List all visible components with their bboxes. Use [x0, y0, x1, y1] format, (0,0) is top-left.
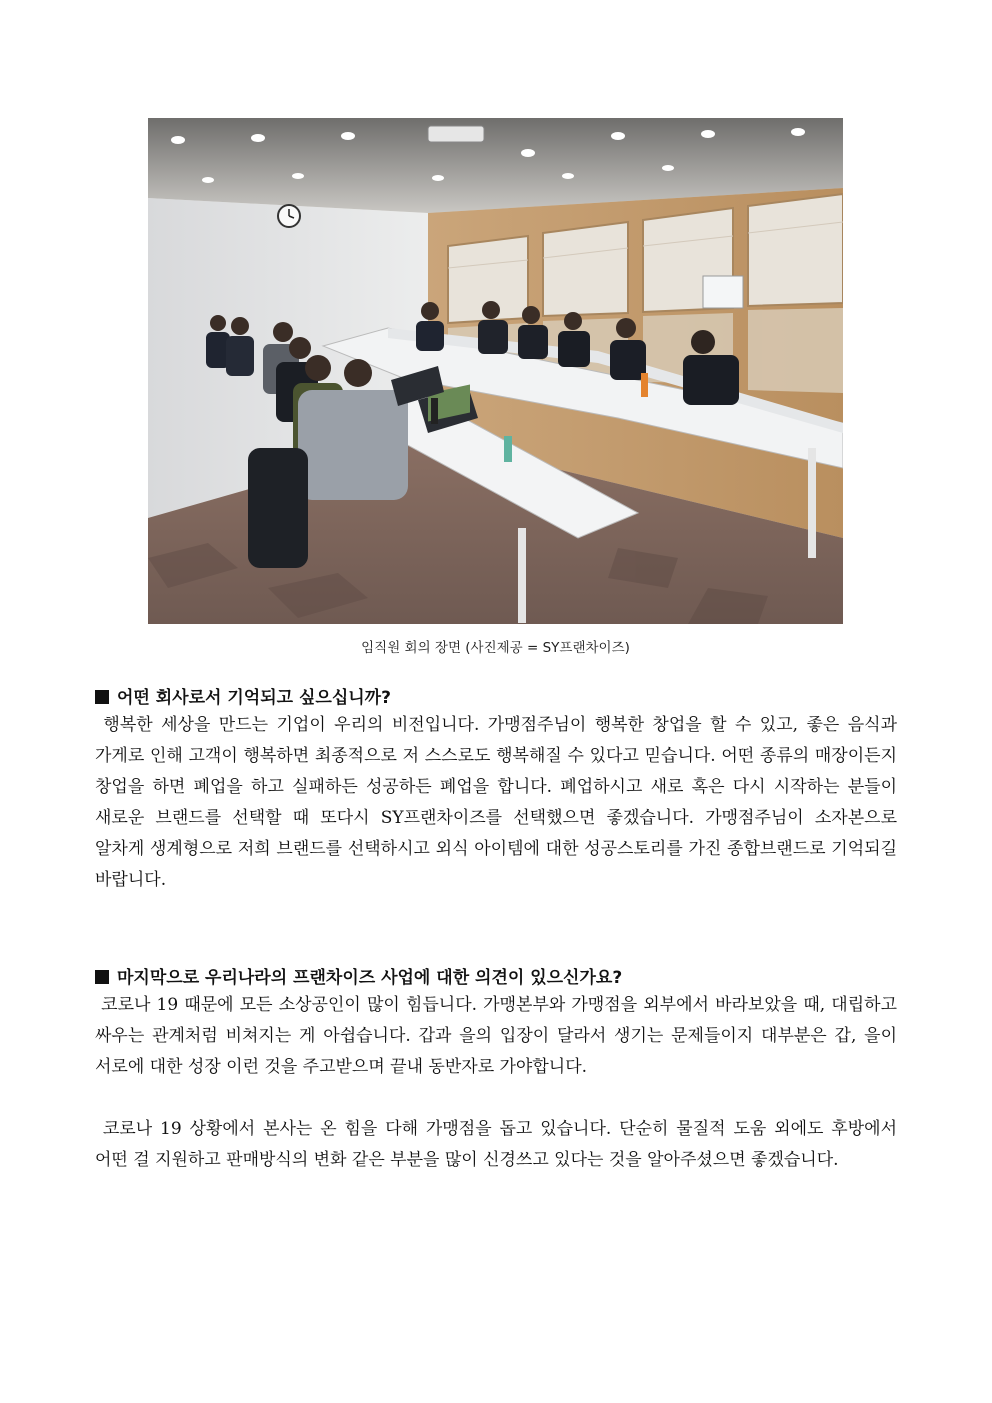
section-heading-text: 어떤 회사로서 기억되고 싶으십니까? [117, 688, 391, 708]
section-paragraph: 코로나 19 때문에 모든 소상공인이 많이 힘듭니다. 가맹본부와 가맹점을 외부에서 바라보았을 때, 대립하고 싸우는 관계처럼 비쳐지는 게 아쉽습니다. 갑과 을의 입장이 달라서 생기는 문제들이지 대부분은 갑, 을이 서로에 대한 성장 이런 것을 주고받으며 끝내 동반자로 가야합니다. [95, 995, 897, 1077]
section-heading-text: 마지막으로 우리나라의 프랜차이즈 사업에 대한 의견이 있으신가요? [117, 968, 623, 988]
section-heading [95, 966, 897, 990]
square-bullet-icon [95, 970, 109, 984]
square-bullet-icon [95, 690, 109, 704]
section-paragraph: 행복한 세상을 만드는 기업이 우리의 비전입니다. 가맹점주님이 행복한 창업을 할 수 있고, 좋은 음식과 가게로 인해 고객이 행복하면 최종적으로 저 스스로도 행복해질 수 있다고 믿습니다. 어떤 종류의 매장이든지 창업을 하면 폐업을 하고 실패하든 성공하든 폐업을 합니다. 폐업하시고 새로 혹은 다시 시작하는 분들이 새로운 브랜드를 선택할 때 또다시 SY프랜차이즈를 선택했으면 좋겠습니다. 가맹점주님이 소자본으로 알차게 생계형으로 저희 브랜드를 선택하시고 외식 아이템에 대한 성공스토리를 가진 종합브랜드로 기억되길 바랍니다. [95, 715, 897, 890]
photo-caption: 임직원 회의 장면 (사진제공 = SY프랜차이즈) [361, 640, 630, 656]
meeting-photo [148, 118, 843, 624]
section-paragraph: 코로나 19 상황에서 본사는 온 힘을 다해 가맹점을 돕고 있습니다. 단순히 물질적 도움 외에도 후방에서 어떤 걸 지원하고 판매방식의 변화 같은 부분을 많이 신경쓰고 있다는 것을 알아주셨으면 좋겠습니다. [95, 1119, 897, 1170]
section-franchise-opinion [95, 966, 897, 1176]
section-company-memory [95, 686, 897, 896]
section-heading [95, 686, 897, 710]
